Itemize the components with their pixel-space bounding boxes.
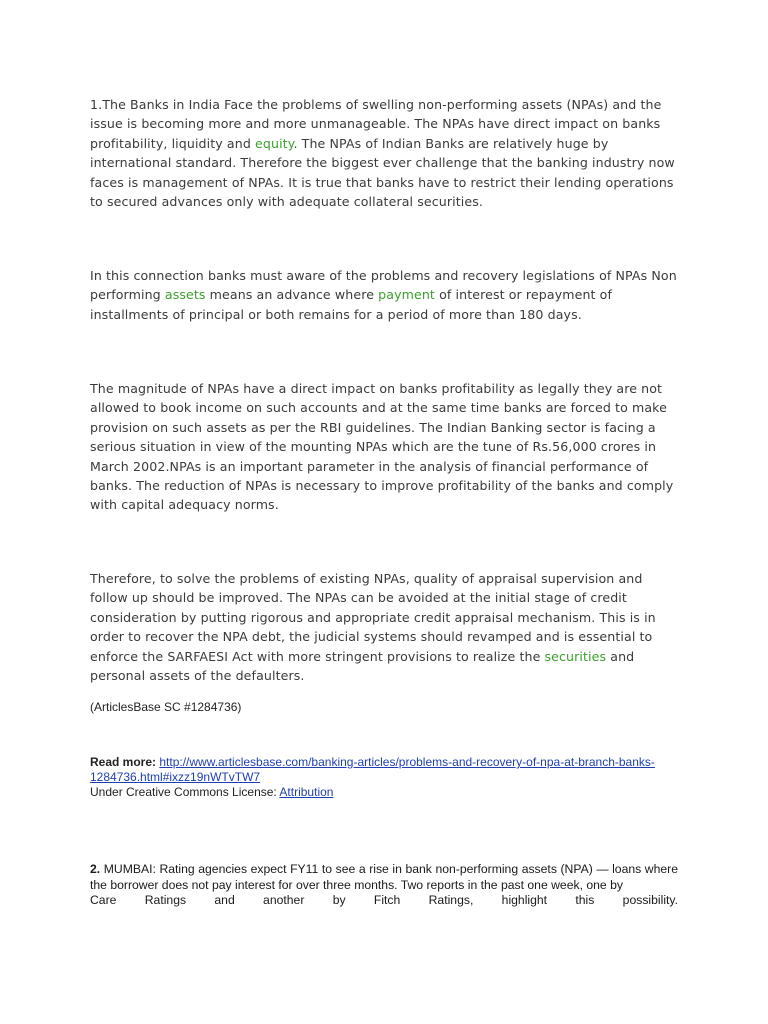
paragraph-5-number: 2. bbox=[90, 862, 101, 876]
paragraph-1-text-a: 1.The Banks in India Face the problems of swelling non-performing assets (NPAs) and the issue is becoming more and more unmanageable. The NPAs have direct impact on banks profitability, liquidity and bbox=[90, 97, 662, 151]
paragraph-2-text-a: In this connection banks must aware of the problems and recovery legislations of NPAs Non performing bbox=[90, 268, 677, 303]
source-code-note: (ArticlesBase SC #1284736) bbox=[90, 700, 242, 714]
paragraph-2-text-c: of interest or repayment of installments of principal or both remains for a period of more than 180 days. bbox=[90, 287, 613, 322]
paragraph-2-text-b: means an advance where bbox=[205, 287, 379, 303]
paragraph-1-text-b: . The NPAs of Indian Banks are relatively huge by international standard. Therefore the biggest ever challenge that the banking industry now faces is management of NPAs. It is true that banks have to restrict their lending operations to secured advances only with adequate collateral securities. bbox=[90, 135, 675, 210]
paragraph-5-body: MUMBAI: Rating agencies expect FY11 to see a rise in bank non-performing assets (NPA) — loans where the borrower does not pay interest for over three months. Two reports in the past one week, one by bbox=[90, 862, 678, 892]
equity-link[interactable]: equity bbox=[255, 135, 294, 151]
attribution-link[interactable]: Attribution bbox=[279, 785, 334, 799]
paragraph-5 bbox=[90, 862, 678, 909]
read-more-url-link[interactable]: http://www.articlesbase.com/banking-articles/problems-and-recovery-of-npa-at-branch-banks-1284736.html#ixzz19nWTvTW7 bbox=[90, 755, 655, 784]
license-label: Under Creative Commons License: bbox=[90, 785, 280, 799]
payment-link[interactable]: payment bbox=[378, 287, 435, 303]
paragraph-4-text-b: and personal assets of the defaulters. bbox=[90, 648, 635, 684]
read-more-label: Read more: bbox=[90, 755, 160, 769]
securities-link[interactable]: securities bbox=[544, 648, 607, 664]
paragraph-4 bbox=[90, 569, 678, 685]
read-more-block bbox=[90, 755, 680, 800]
paragraph-2 bbox=[90, 266, 678, 324]
paragraph-3: The magnitude of NPAs have a direct impact on banks profitability as legally they are not allowed to book income on such accounts and at the same time banks are forced to make provision on such assets as per the RBI guidelines. The Indian Banking sector is facing a serious situation in view of the mounting NPAs which are the tune of Rs.56,000 crores in March 2002.NPAs is an important parameter in the analysis of financial performance of banks. The reduction of NPAs is necessary to improve profitability of the banks and comply with capital adequacy norms. bbox=[90, 381, 674, 513]
paragraph-5-last-line: Care Ratings and another by Fitch Ratings, highlight this possibility. bbox=[90, 893, 678, 907]
assets-link[interactable]: assets bbox=[164, 287, 206, 303]
paragraph-4-text-a: Therefore, to solve the problems of existing NPAs, quality of appraisal supervision and follow up should be improved. The NPAs can be avoided at the initial stage of credit consideration by putting rigorous and appropriate credit appraisal mechanism. This is in order to recover the NPA debt, the judicial systems should revamped and is essential to enforce the SARFAESI Act with more stringent provisions to realize the bbox=[90, 571, 656, 664]
paragraph-1 bbox=[90, 95, 678, 211]
